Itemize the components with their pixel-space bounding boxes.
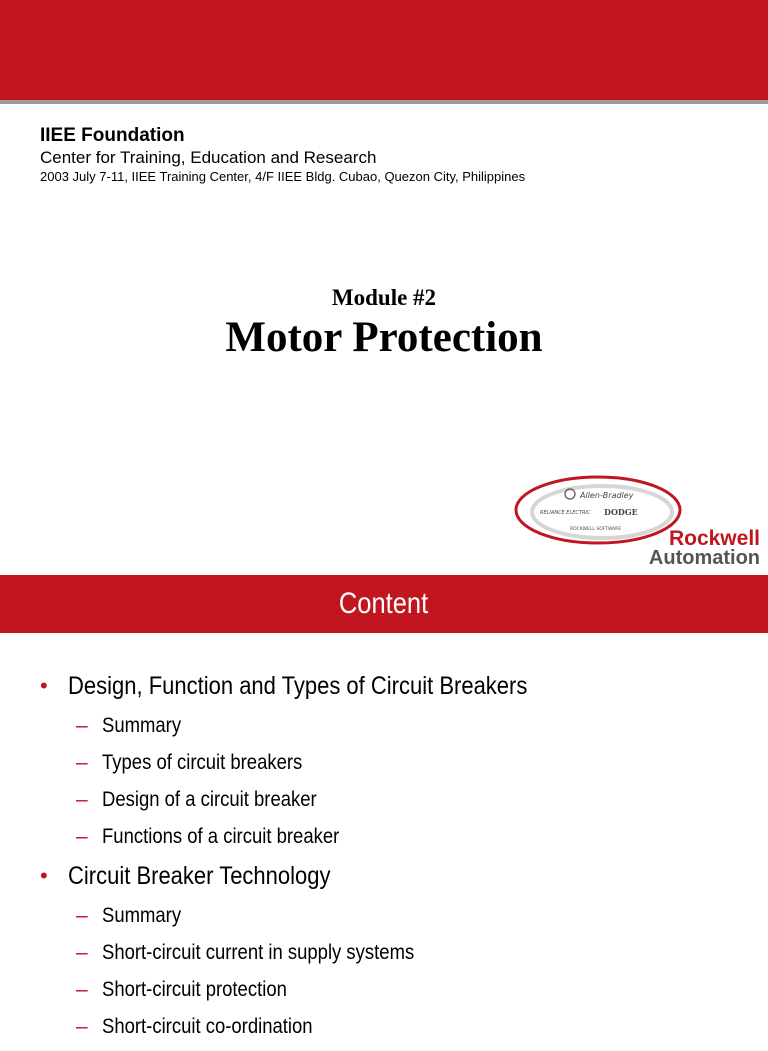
list-item (40, 781, 768, 818)
allen-bradley-text: Allen-Bradley (580, 491, 634, 500)
list-item (40, 971, 768, 1008)
module-heading (0, 284, 768, 364)
rockwell-automation-logo (510, 470, 768, 575)
section-item (40, 671, 768, 701)
org-subtitle: Center for Training, Education and Research (40, 148, 377, 167)
list-item-text: Functions of a circuit breaker (102, 825, 340, 848)
dash-icon: – (76, 751, 88, 774)
list-item (40, 707, 768, 744)
dash-icon: – (76, 1015, 88, 1038)
sublist (40, 707, 768, 855)
list-item-text: Design of a circuit breaker (102, 788, 317, 811)
header-bar-shadow (0, 100, 768, 104)
list-item-text: Summary (102, 714, 182, 737)
list-item-text: Short-circuit co-ordination (102, 1015, 313, 1038)
rockwell-text: Rockwell (668, 527, 760, 550)
list-item (40, 934, 768, 971)
list-item (40, 897, 768, 934)
dodge-text: DODGE (604, 507, 638, 517)
header-bar (0, 0, 768, 100)
module-title: Motor Protection (225, 314, 543, 361)
list-item-text: Types of circuit breakers (102, 751, 303, 774)
dash-icon: – (76, 941, 88, 964)
section-title: Design, Function and Types of Circuit Breakers (68, 672, 528, 700)
dash-icon: – (76, 714, 88, 737)
list-item-text: Summary (102, 904, 182, 927)
reliance-electric-text: RELIANCE ELECTRIC (540, 510, 591, 516)
rockwell-software-text: ROCKWELL SOFTWARE (570, 527, 622, 532)
event-line: 2003 July 7-11, IIEE Training Center, 4/F IIEE Bldg. Cubao, Quezon City, Philippines (40, 169, 526, 184)
org-name: IIEE Foundation (40, 125, 185, 146)
organization-block (40, 125, 525, 185)
dash-icon: – (76, 788, 88, 811)
module-number: Module #2 (331, 285, 437, 310)
bullet-icon: • (40, 863, 48, 888)
content-slide (0, 575, 768, 1038)
dash-icon: – (76, 978, 88, 1001)
bullet-icon: • (40, 673, 48, 698)
content-list (40, 671, 768, 1051)
list-item-text: Short-circuit protection (102, 978, 287, 1001)
section-subitems (40, 897, 768, 1045)
list-item (40, 1008, 768, 1045)
content-heading: Content (339, 587, 429, 620)
dash-icon: – (76, 825, 88, 848)
list-item-text: Short-circuit current in supply systems (102, 941, 415, 964)
section-title: Circuit Breaker Technology (68, 862, 331, 890)
dash-icon: – (76, 904, 88, 927)
automation-text: Automation (648, 547, 760, 569)
section-item (40, 861, 768, 891)
section-subitems (40, 707, 768, 855)
list-item (40, 818, 768, 855)
sublist (40, 897, 768, 1045)
content-header-bar (0, 575, 768, 633)
list-item (40, 744, 768, 781)
